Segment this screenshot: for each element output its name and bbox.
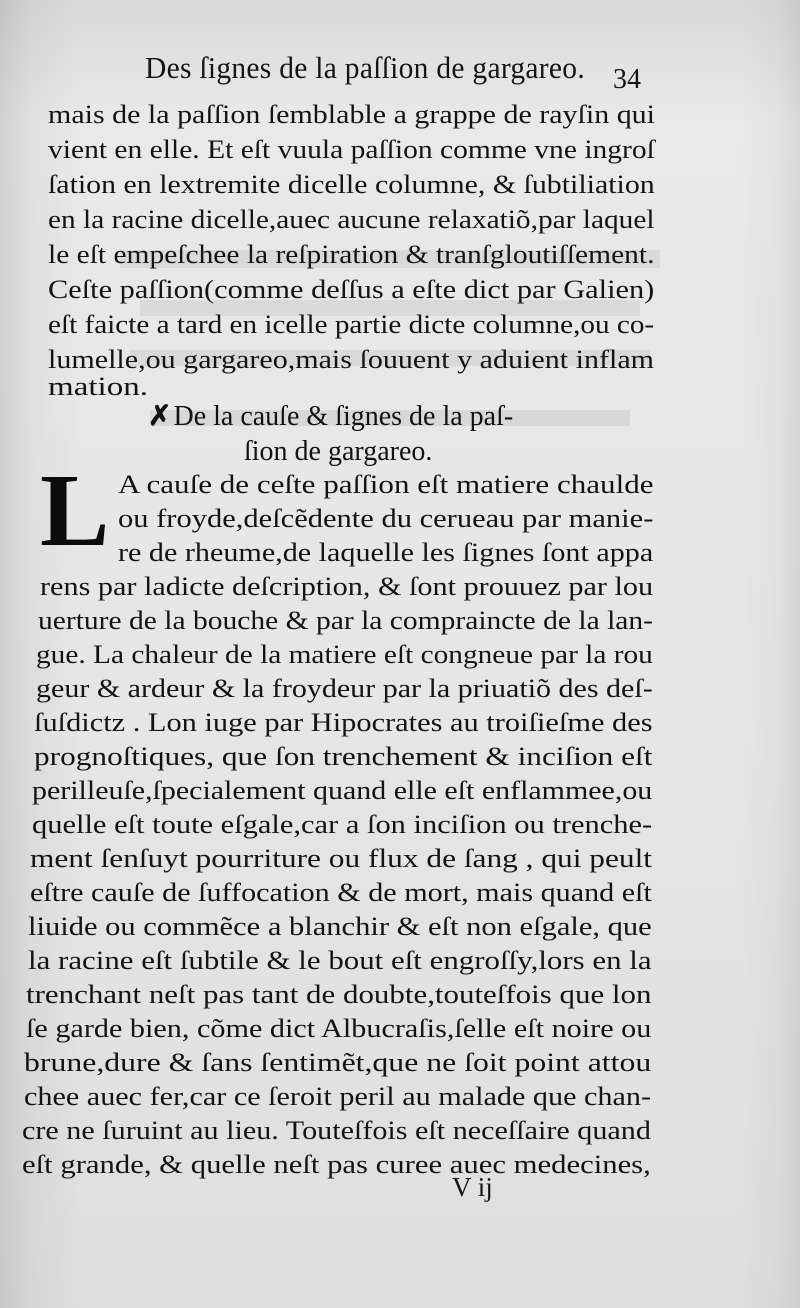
- signature-mark: V ij: [452, 1172, 493, 1202]
- drop-cap: L: [40, 470, 110, 552]
- text-line: chee auec fer,car ce ſeroit peril au malade que chan-: [24, 1082, 652, 1111]
- text-line: mais de la paſſion ſemblable a grappe de rayſin qui: [48, 100, 656, 129]
- paragraph-mark-icon: ✗: [148, 399, 172, 432]
- text-line: A cauſe de ceſte paſſion eſt matiere chaulde: [118, 470, 654, 499]
- text-line: gue. La chaleur de la matiere eſt congneue par la rou: [36, 640, 653, 669]
- text-line: liuide ou commẽce a blanchir & eſt non eſgale, que: [28, 912, 652, 941]
- text-line: trenchant neſt pas tant de doubte,touteſfois que lon: [26, 980, 652, 1009]
- text-line: cre ne ſuruint au lieu. Touteſfois eſt neceſſaire quand: [22, 1116, 651, 1145]
- text-line: en la racine dicelle,auec aucune relaxatiõ,par laquel: [48, 205, 655, 234]
- text-line: ſation en lextremite dicelle columne, & ſubtiliation: [48, 170, 655, 199]
- text-line: lumelle,ou gargareo,mais ſouuent y aduient inflam: [48, 345, 655, 374]
- text-line: eſt grande, & quelle neſt pas curee auec medecines,: [22, 1150, 651, 1179]
- text-line: geur & ardeur & la froydeur par la priuatiõ des deſ-: [36, 674, 653, 703]
- text-line: ment ſenſuyt pourriture ou flux de ſang , qui peult: [30, 844, 653, 873]
- text-line: ou froyde,deſcẽdente du cerueau par manie-: [118, 504, 654, 533]
- text-line: mation.: [48, 372, 148, 401]
- section-heading-line-2: ſion de gargareo.: [244, 436, 433, 467]
- running-title: Des ſignes de la paſſion de gargareo.: [145, 50, 585, 85]
- text-line: rens par ladicte deſcription, & ſont prouuez par lou: [40, 572, 654, 601]
- page-number: 34: [613, 64, 641, 95]
- section-heading-line-1: [148, 399, 514, 432]
- text-line: quelle eſt toute eſgale,car a ſon inciſion ou trenche-: [32, 810, 653, 839]
- text-line: prognoſtiques, que ſon trenchement & inciſion eſt: [34, 742, 653, 771]
- text-line: uerture de la bouche & par la compraincte de la lan-: [38, 606, 653, 635]
- text-line: Ceſte paſſion(comme deſſus a eſte dict par Galien): [48, 275, 655, 304]
- text-line: brune,dure & ſans ſentimẽt,que ne ſoit point attou: [24, 1048, 652, 1077]
- text-line: eſtre cauſe de ſuffocation & de mort, mais quand eſt: [30, 878, 652, 907]
- text-line: ſe garde bien, cõme dict Albucraſis,ſelle eſt noire ou: [26, 1014, 652, 1043]
- text-line: vient en elle. Et eſt vuula paſſion comme vne ingroſ: [48, 135, 655, 164]
- text-line: perilleuſe,ſpecialement quand elle eſt enflammee,ou: [32, 776, 653, 805]
- text-line: re de rheume,de laquelle les ſignes ſont appa: [118, 538, 654, 567]
- page-header: [145, 50, 665, 96]
- text-line: la racine eſt ſubtile & le bout eſt engroſſy,lors en la: [28, 946, 652, 975]
- text-line: le eſt empeſchee la reſpiration & tranſgloutiſſement.: [48, 240, 655, 269]
- text-line: eſt faicte a tard en icelle partie dicte columne,ou co-: [48, 310, 655, 339]
- text-line: ſuſdictz . Lon iuge par Hipocrates au troiſieſme des: [34, 708, 653, 737]
- heading-text: De la cauſe & ſignes de la paſ-: [173, 401, 514, 432]
